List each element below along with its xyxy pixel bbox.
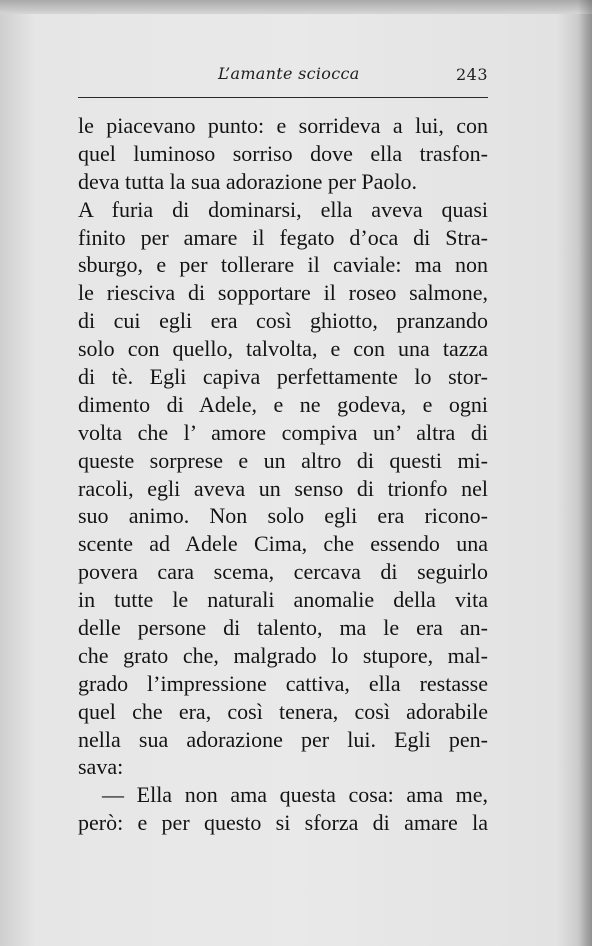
text-line: sava: bbox=[78, 754, 124, 780]
text-line: che grato che, malgrado lo stupore, mal- bbox=[78, 642, 488, 668]
page-number: 243 bbox=[455, 65, 488, 84]
text-line: sburgo, e per tollerare il caviale: ma non bbox=[78, 252, 488, 278]
header-rule bbox=[78, 97, 488, 98]
text-line: finito per amare il fegato d’oca di Stra- bbox=[78, 224, 488, 250]
page-header bbox=[78, 62, 490, 90]
text-line: le piacevano punto: e sorrideva a lui, con bbox=[78, 113, 488, 138]
text-line: però: e per questo si sforza di amare la bbox=[78, 810, 488, 836]
text-line: — Ella non ama questa cosa: ama me, bbox=[102, 782, 488, 808]
text-line: nella sua adorazione per lui. Egli pen- bbox=[78, 726, 488, 752]
text-line: queste sorprese e un altro di questi mi- bbox=[78, 447, 488, 473]
text-line: suo animo. Non solo egli era ricono- bbox=[78, 503, 488, 529]
text-line: deva tutta la sua adorazione per Paolo. bbox=[78, 168, 418, 194]
text-line: quel luminoso sorriso dove ella trasfon- bbox=[78, 140, 488, 166]
text-line: grado l’impressione cattiva, ella restasse bbox=[78, 670, 488, 696]
page-binding-shadow bbox=[578, 0, 592, 946]
text-line: solo con quello, talvolta, e con una tazza bbox=[78, 336, 488, 362]
text-line: di cui egli era così ghiotto, pranzando bbox=[78, 308, 488, 334]
page-top-edge bbox=[0, 0, 592, 14]
body-text bbox=[78, 112, 488, 837]
text-line: racoli, egli aveva un senso di trionfo nel bbox=[78, 475, 488, 501]
text-line: volta che l’ amore compiva un’ altra di bbox=[78, 419, 488, 445]
running-title: L’amante sciocca bbox=[218, 64, 360, 83]
text-line: di tè. Egli capiva perfettamente lo stor- bbox=[78, 364, 488, 390]
text-line: povera cara scema, cercava di seguirlo bbox=[78, 559, 488, 585]
text-line: scente ad Adele Cima, che essendo una bbox=[78, 531, 488, 557]
text-line: dimento di Adele, e ne godeva, e ogni bbox=[78, 391, 488, 417]
text-line: A furia di dominarsi, ella aveva quasi bbox=[78, 196, 488, 222]
text-line: delle persone di talento, ma le era an- bbox=[78, 615, 488, 641]
text-line: le riesciva di sopportare il roseo salmone, bbox=[78, 280, 488, 306]
text-line: in tutte le naturali anomalie della vita bbox=[78, 587, 488, 613]
text-line: quel che era, così tenera, così adorabile bbox=[78, 698, 488, 724]
